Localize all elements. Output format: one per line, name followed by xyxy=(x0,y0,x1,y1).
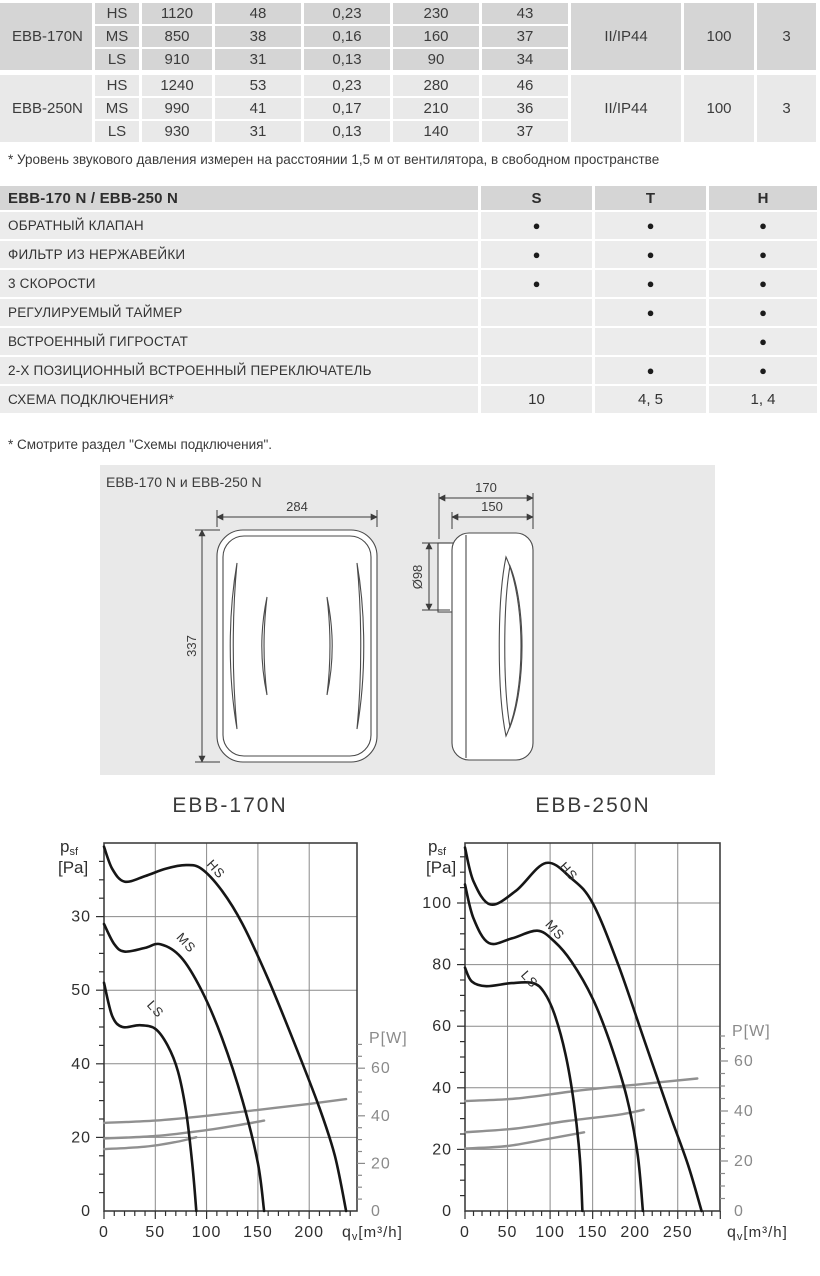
curve-label-HS: HS xyxy=(203,856,229,882)
feature-row xyxy=(0,270,820,297)
feature-dot: ● xyxy=(595,357,706,384)
watt-tick-label: 20 xyxy=(371,1155,391,1173)
feature-row xyxy=(0,212,820,239)
feature-value: 4, 5 xyxy=(595,386,706,413)
y-tick-label: 0 xyxy=(81,1203,91,1220)
y-tick-label: 0 xyxy=(442,1203,452,1220)
value-cell: 31 xyxy=(215,49,301,70)
feature-table xyxy=(0,186,820,413)
value-cell: 990 xyxy=(142,98,212,119)
x-tick-label: 150 xyxy=(243,1224,273,1241)
speed-cell: LS xyxy=(95,49,139,70)
value-cell: 34 xyxy=(482,49,568,70)
spec-block-EBB-170N xyxy=(0,3,820,70)
watt-axis-title: P[W] xyxy=(732,1023,771,1040)
dim-duct-label: Ø98 xyxy=(410,564,425,590)
chart-title: EBB-170N xyxy=(172,794,288,817)
feature-row xyxy=(0,386,820,413)
value-cell: 210 xyxy=(393,98,479,119)
feature-dot: ● xyxy=(481,212,592,239)
shared-value-cell: 3 xyxy=(757,75,816,142)
dimension-drawing xyxy=(100,465,715,775)
speed-cell: HS xyxy=(95,3,139,24)
value-cell: 48 xyxy=(215,3,301,24)
value-cell: 90 xyxy=(393,49,479,70)
footnote-sound-level: * Уровень звукового давления измерен на расстоянии 1,5 м от вентилятора, в свободном пространстве xyxy=(8,152,660,167)
pressure-curve-MS xyxy=(104,924,264,1211)
shared-value-cell: 100 xyxy=(684,75,754,142)
x-tick-label: 150 xyxy=(577,1224,608,1241)
watt-tick-label: 40 xyxy=(734,1103,754,1120)
feature-row xyxy=(0,357,820,384)
watt-tick-label: 0 xyxy=(734,1203,744,1220)
feature-dot: ● xyxy=(709,299,817,326)
fan-front-view xyxy=(217,530,377,762)
feature-dot: ● xyxy=(595,270,706,297)
value-cell: 31 xyxy=(215,121,301,142)
feature-dot: ● xyxy=(709,241,817,268)
value-cell: 0,17 xyxy=(304,98,390,119)
feature-row xyxy=(0,328,820,355)
y-tick-label: 30 xyxy=(71,908,91,926)
power-curve-LS xyxy=(465,1132,584,1148)
x-axis-title: qv[m³/h] xyxy=(342,1224,403,1243)
value-cell: 140 xyxy=(393,121,479,142)
feature-dot: ● xyxy=(709,270,817,297)
value-cell: 230 xyxy=(393,3,479,24)
y-axis-title: psf xyxy=(60,837,79,858)
feature-column-T: T xyxy=(595,186,706,210)
y-tick-label: 60 xyxy=(432,1018,452,1036)
y-axis-unit: [Pa] xyxy=(426,858,457,877)
pressure-curve-HS xyxy=(465,848,702,1211)
x-tick-label: 100 xyxy=(191,1224,222,1241)
value-cell: 280 xyxy=(393,75,479,96)
y-tick-label: 40 xyxy=(432,1079,452,1097)
drawing-caption: EBB-170 N и EBB-250 N xyxy=(106,474,262,490)
model-cell: EBB-170N xyxy=(0,3,92,70)
x-tick-label: 100 xyxy=(535,1224,565,1241)
feature-column-S: S xyxy=(481,186,592,210)
value-cell: 38 xyxy=(215,26,301,47)
value-cell: 160 xyxy=(393,26,479,47)
value-cell: 36 xyxy=(482,98,568,119)
watt-tick-label: 40 xyxy=(371,1107,391,1125)
value-cell: 46 xyxy=(482,75,568,96)
feature-value: 10 xyxy=(481,386,592,413)
power-curve-MS xyxy=(465,1110,644,1133)
pressure-curve-LS xyxy=(104,983,196,1211)
shared-value-cell: 100 xyxy=(684,3,754,70)
value-cell: 0,13 xyxy=(304,121,390,142)
value-cell: 37 xyxy=(482,26,568,47)
y-axis-title: psf xyxy=(428,837,447,858)
feature-dot: ● xyxy=(709,328,817,355)
dimension-drawing-panel xyxy=(100,465,715,775)
y-tick-label: 20 xyxy=(432,1141,452,1159)
feature-label: ФИЛЬТР ИЗ НЕРЖАВЕЙКИ xyxy=(0,241,478,268)
power-curve-HS xyxy=(104,1099,346,1123)
x-tick-label: 50 xyxy=(497,1224,518,1241)
model-cell: EBB-250N xyxy=(0,75,92,142)
watt-tick-label: 60 xyxy=(371,1060,391,1078)
dim-height-label: 337 xyxy=(184,635,199,657)
shared-value-cell: 3 xyxy=(757,3,816,70)
feature-dot: ● xyxy=(709,212,817,239)
feature-dot: ● xyxy=(595,212,706,239)
feature-value xyxy=(481,357,592,384)
dim-depth-total-label: 170 xyxy=(475,480,497,495)
value-cell: 0,16 xyxy=(304,26,390,47)
feature-row xyxy=(0,299,820,326)
speed-cell: HS xyxy=(95,75,139,96)
feature-dot: ● xyxy=(595,241,706,268)
x-tick-label: 0 xyxy=(460,1224,470,1241)
footnote-wiring-schemes: * Смотрите раздел "Схемы подключения". xyxy=(8,437,273,452)
x-axis-title: qv[m³/h] xyxy=(727,1224,788,1243)
feature-label: 3 СКОРОСТИ xyxy=(0,270,478,297)
speed-cell: MS xyxy=(95,98,139,119)
feature-label: СХЕМА ПОДКЛЮЧЕНИЯ* xyxy=(0,386,478,413)
value-cell: 930 xyxy=(142,121,212,142)
feature-header-row xyxy=(0,186,820,210)
y-tick-label: 80 xyxy=(432,956,452,974)
x-tick-label: 200 xyxy=(294,1224,325,1241)
feature-row xyxy=(0,241,820,268)
x-tick-label: 250 xyxy=(662,1224,693,1241)
dim-depth-body-label: 150 xyxy=(481,499,503,514)
chart-ebb-250n xyxy=(410,788,820,1276)
feature-value xyxy=(481,328,592,355)
value-cell: 0,13 xyxy=(304,49,390,70)
feature-label: РЕГУЛИРУЕМЫЙ ТАЙМЕР xyxy=(0,299,478,326)
x-tick-label: 50 xyxy=(145,1224,166,1241)
value-cell: 53 xyxy=(215,75,301,96)
watt-tick-label: 60 xyxy=(734,1053,754,1070)
watt-tick-label: 0 xyxy=(371,1203,381,1220)
curve-label-HS: HS xyxy=(556,858,582,884)
power-curve-MS xyxy=(104,1121,264,1139)
y-tick-label: 50 xyxy=(71,982,91,1000)
x-tick-label: 0 xyxy=(99,1224,109,1241)
shared-value-cell: II/IP44 xyxy=(571,3,681,70)
speed-cell: MS xyxy=(95,26,139,47)
value-cell: 1240 xyxy=(142,75,212,96)
spec-table xyxy=(0,3,820,147)
feature-label: 2-Х ПОЗИЦИОННЫЙ ВСТРОЕННЫЙ ПЕРЕКЛЮЧАТЕЛЬ xyxy=(0,357,478,384)
pressure-curve-HS xyxy=(104,847,346,1211)
feature-label: ВСТРОЕННЫЙ ГИГРОСТАТ xyxy=(0,328,478,355)
value-cell: 0,23 xyxy=(304,75,390,96)
x-tick-label: 200 xyxy=(620,1224,651,1241)
y-tick-label: 40 xyxy=(71,1055,91,1073)
feature-label: ОБРАТНЫЙ КЛАПАН xyxy=(0,212,478,239)
speed-cell: LS xyxy=(95,121,139,142)
curve-label-MS: MS xyxy=(173,929,200,956)
feature-value: 1, 4 xyxy=(709,386,817,413)
curve-label-LS: LS xyxy=(143,997,168,1021)
shared-value-cell: II/IP44 xyxy=(571,75,681,142)
value-cell: 1120 xyxy=(142,3,212,24)
feature-dot: ● xyxy=(481,241,592,268)
value-cell: 910 xyxy=(142,49,212,70)
feature-dot: ● xyxy=(595,299,706,326)
feature-dot: ● xyxy=(709,357,817,384)
feature-value xyxy=(595,328,706,355)
value-cell: 37 xyxy=(482,121,568,142)
chart-title: EBB-250N xyxy=(535,794,651,817)
watt-axis-title: P[W] xyxy=(369,1030,408,1048)
fan-side-view xyxy=(438,533,533,760)
curve-label-MS: MS xyxy=(542,916,568,943)
spec-block-EBB-250N xyxy=(0,75,820,142)
value-cell: 0,23 xyxy=(304,3,390,24)
curve-label-LS: LS xyxy=(518,967,542,991)
y-axis-unit: [Pa] xyxy=(58,858,89,877)
chart-ebb-170n xyxy=(30,788,430,1276)
feature-table-title: EBB-170 N / EBB-250 N xyxy=(0,186,478,210)
feature-dot: ● xyxy=(481,270,592,297)
y-tick-label: 20 xyxy=(71,1129,91,1147)
feature-column-H: H xyxy=(709,186,817,210)
value-cell: 43 xyxy=(482,3,568,24)
feature-value xyxy=(481,299,592,326)
value-cell: 41 xyxy=(215,98,301,119)
dim-width-label: 284 xyxy=(286,499,308,514)
plot-frame xyxy=(104,843,357,1211)
value-cell: 850 xyxy=(142,26,212,47)
watt-tick-label: 20 xyxy=(734,1153,754,1170)
y-tick-label: 100 xyxy=(422,895,452,912)
pressure-curve-LS xyxy=(465,968,582,1211)
